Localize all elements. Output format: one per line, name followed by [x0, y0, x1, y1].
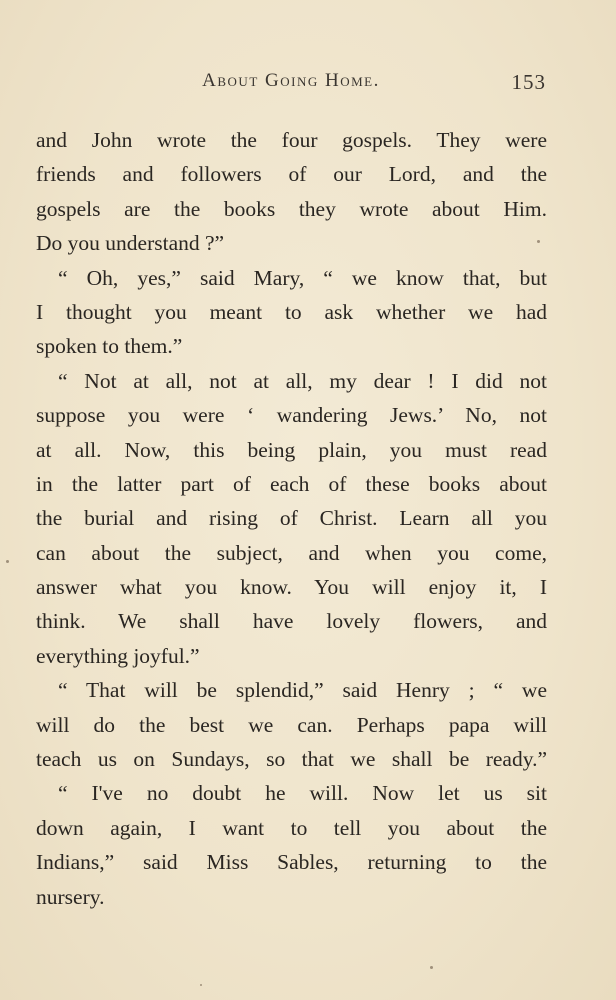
text-line: in the latter part of each of these books about [36, 471, 547, 496]
text-line: Indians,” said Miss Sables, returning to the [36, 850, 547, 875]
text-line: the burial and rising of Christ. Learn all you [36, 506, 547, 531]
text-line: everything joyful.” [36, 643, 200, 668]
paper-speck [537, 240, 540, 243]
text-line: down again, I want to tell you about the [36, 815, 547, 840]
text-line: teach us on Sundays, so that we shall be ready.” [36, 747, 547, 772]
text-line: suppose you were ‘ wandering Jews.’ No, not [36, 403, 547, 428]
text-line: and John wrote the four gospels. They were [36, 128, 547, 152]
page-number: 153 [511, 70, 546, 94]
text-line: “ Not at all, not at all, my dear ! I did not [58, 368, 547, 393]
text-line: I thought you meant to ask whether we had [36, 299, 547, 324]
text-line: can about the subject, and when you come, [36, 540, 547, 565]
page-header [36, 70, 546, 100]
text-line: answer what you know. You will enjoy it, I [36, 575, 547, 600]
text-line: “ Oh, yes,” said Mary, “ we know that, but [58, 265, 547, 290]
text-line: spoken to them.” [36, 334, 183, 359]
text-line: gospels are the books they wrote about Him. [36, 196, 547, 221]
body-text [36, 123, 547, 914]
paper-speck [6, 560, 9, 563]
text-line: nursery. [36, 884, 105, 909]
paper-speck [200, 984, 202, 986]
text-line: Do you understand ?” [36, 231, 225, 256]
text-line: will do the best we can. Perhaps papa will [36, 712, 547, 737]
paper-speck [430, 966, 433, 969]
text-line: think. We shall have lovely flowers, and [36, 609, 547, 634]
running-title: About Going Home. [202, 70, 380, 91]
text-line: “ I've no doubt he will. Now let us sit [58, 781, 547, 806]
text-line: friends and followers of our Lord, and the [36, 162, 547, 187]
text-line: “ That will be splendid,” said Henry ; “ we [58, 678, 547, 703]
text-line: at all. Now, this being plain, you must read [36, 437, 547, 462]
